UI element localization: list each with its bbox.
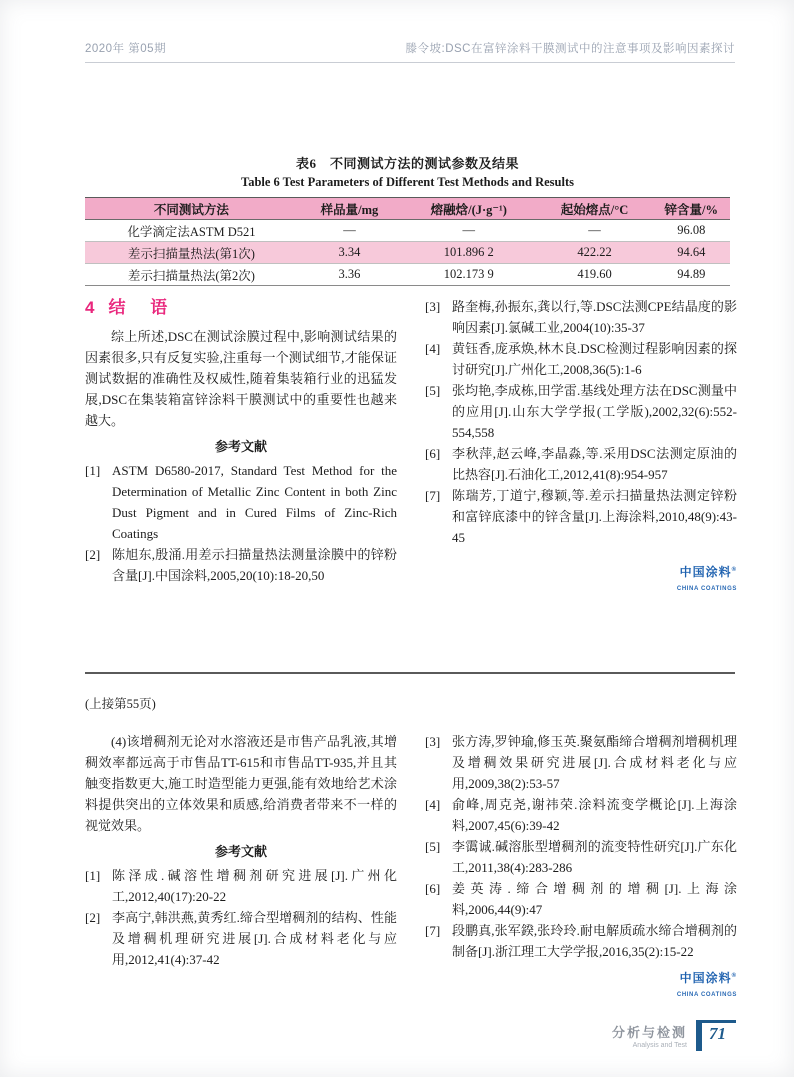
- cell: 101.896 2: [443, 245, 494, 259]
- table-row: [85, 242, 730, 264]
- reference-item: [425, 836, 737, 878]
- col-header: 锌含量/%: [664, 202, 719, 217]
- reference-text: 李霭诚.碱溶胀型增稠剂的流变特性研究[J].广东化工,2011,38(4):283-286: [452, 839, 737, 875]
- footer-section-label: [612, 1022, 687, 1049]
- reference-text: 黄钰香,庞承焕,林木良.DSC检测过程影响因素的探讨研究[J].广州化工,2008,36(5):1-6: [452, 341, 737, 377]
- logo-cn-text: 中国涂料®: [679, 971, 737, 985]
- logo-cn-text: 中国涂料®: [679, 565, 737, 579]
- reference-item: [425, 878, 737, 920]
- cell: 3.34: [338, 245, 361, 259]
- references-heading: 参考文献: [214, 844, 267, 859]
- reference-number: [3]: [425, 734, 441, 749]
- reference-item: [85, 544, 397, 586]
- cell: 94.89: [677, 267, 706, 281]
- col-header: 熔融焓/(J·g⁻¹): [430, 202, 507, 217]
- test-methods-table: [85, 197, 730, 286]
- cell: 102.173 9: [443, 267, 494, 281]
- continued-from-note: (上接第55页): [85, 697, 156, 711]
- reference-number: [2]: [85, 547, 101, 562]
- reference-number: [6]: [425, 881, 441, 896]
- reference-item: [425, 485, 737, 548]
- reference-number: [5]: [425, 383, 441, 398]
- footer-section-en: Analysis and Test: [632, 1042, 687, 1049]
- registered-mark: ®: [731, 973, 737, 979]
- issue-label: 2020年 第05期: [85, 43, 167, 55]
- article-divider: [85, 672, 735, 674]
- reference-number: [5]: [425, 839, 441, 854]
- reference-number: [6]: [425, 446, 441, 461]
- reference-number: [1]: [85, 463, 101, 478]
- page-footer: [612, 1020, 736, 1051]
- reference-item: [425, 296, 737, 338]
- reference-text: 李高宁,韩洪燕,黄秀红.缔合型增稠剂的结构、性能及增稠机理研究进展[J].合成材料老化与应用,2012,41(4):37-42: [112, 910, 397, 967]
- table-title-en: Table 6 Test Parameters of Different Test Methods and Results: [241, 175, 574, 189]
- reference-text: 段鹏真,张军鍨,张玲玲.耐电解质疏水缔合增稠剂的制备[J].浙江理工大学学报,2016,35(2):15-22: [452, 923, 737, 959]
- table-block: [85, 153, 730, 286]
- left-column: [85, 731, 397, 1006]
- right-column: [425, 296, 737, 600]
- reference-item: [85, 907, 397, 970]
- cell: —: [462, 223, 475, 237]
- cell: —: [588, 223, 601, 237]
- reference-item: [425, 920, 737, 962]
- col-header: 不同测试方法: [153, 202, 229, 217]
- running-title: 滕令坡:DSC在富锌涂料干膜测试中的注意事项及影响因素探讨: [405, 43, 735, 55]
- china-coatings-logo: [425, 564, 737, 600]
- section-heading: [85, 296, 397, 320]
- china-coatings-logo: [425, 970, 737, 1006]
- reference-item: [425, 731, 737, 794]
- reference-text: 陈瑞芳,丁道宁,穆颖,等.差示扫描量热法测定锌粉和富锌底漆中的锌含量[J].上海涂料,2010,48(9):43-45: [452, 488, 737, 545]
- left-column: [85, 296, 397, 600]
- table-row: [85, 264, 730, 286]
- reference-text: ASTM D6580-2017, Standard Test Method for the Determination of Metallic Zinc Content in both Zinc Dust Pigment and in Cured Films of Zinc-Rich Coatings: [112, 463, 397, 541]
- cell: 化学滴定法ASTM D521: [127, 224, 256, 239]
- references-heading: 参考文献: [214, 439, 267, 454]
- cell: —: [343, 223, 356, 237]
- reference-number: [1]: [85, 868, 101, 883]
- logo-en-text: CHINA COATINGS: [676, 992, 737, 998]
- reference-item: [425, 338, 737, 380]
- table-row: [85, 220, 730, 242]
- cell: 94.64: [677, 245, 706, 259]
- reference-text: 陈旭东,殷涌.用差示扫描量热法测量涂膜中的锌粉含量[J].中国涂料,2005,20(10):18-20,50: [112, 547, 397, 583]
- cell: 419.60: [577, 267, 612, 281]
- reference-text: 李秋萍,赵云峰,李晶淼,等.采用DSC法测定原油的比热容[J].石油化工,2012,41(8):954-957: [452, 446, 737, 482]
- page-number: 71: [696, 1020, 736, 1051]
- table-header-row: [85, 198, 730, 220]
- reference-item: [425, 794, 737, 836]
- table-title-cn: 表6 不同测试方法的测试参数及结果: [295, 156, 519, 171]
- reference-text: 姜英涛.缔合增稠剂的增稠[J].上海涂料,2006,44(9):47: [452, 881, 737, 917]
- cell: 差示扫描量热法(第2次): [127, 268, 255, 283]
- cell: 422.22: [577, 245, 612, 259]
- cell: 96.08: [677, 223, 706, 237]
- cell: 差示扫描量热法(第1次): [127, 246, 255, 261]
- reference-number: [4]: [425, 797, 441, 812]
- reference-item: [425, 443, 737, 485]
- col-header: 起始熔点/°C: [560, 202, 629, 217]
- reference-number: [2]: [85, 910, 101, 925]
- continued-paragraph: (4)该增稠剂无论对水溶液还是市售产品乳液,其增稠效率都远高于市售品TT-615和市售品TT-935,并且其触变指数更大,施工时造型能力更强,能有效地给艺术涂料提供突出的立体效果和质感,给消费者带来不一样的视觉效果。: [85, 734, 397, 833]
- col-header: 样品量/mg: [320, 202, 379, 217]
- article-section: [85, 296, 737, 600]
- registered-mark: ®: [731, 567, 737, 573]
- page-header: [85, 40, 735, 63]
- conclusion-paragraph: 综上所述,DSC在测试涂膜过程中,影响测试结果的因素很多,只有反复实验,注重每一个测试细节,才能保证测试数据的准确性及权威性,随着集装箱行业的迅猛发展,DSC在集装箱富锌涂料干膜测试中的重要性也越来越大。: [85, 329, 397, 428]
- reference-text: 路奎梅,孙振东,龚以行,等.DSC法测CPE结晶度的影响因素[J].氯碱工业,2004(10):35-37: [452, 299, 737, 335]
- right-column: [425, 731, 737, 1006]
- reference-text: 俞峰,周克尧,谢祎荣.涂料流变学概论[J].上海涂料,2007,45(6):39-42: [452, 797, 737, 833]
- reference-number: [4]: [425, 341, 441, 356]
- reference-item: [85, 865, 397, 907]
- cell: 3.36: [338, 267, 361, 281]
- reference-number: [7]: [425, 488, 441, 503]
- reference-item: [425, 380, 737, 443]
- continued-article-section: [85, 731, 737, 1006]
- reference-number: [7]: [425, 923, 441, 938]
- reference-text: 陈泽成.碱溶性增稠剂研究进展[J].广州化工,2012,40(17):20-22: [112, 868, 397, 904]
- footer-section-cn: 分析与检测: [611, 1025, 687, 1040]
- section-number: 4: [85, 298, 95, 317]
- reference-text: 张方涛,罗钟瑜,修玉英.聚氨酯缔合增稠剂增稠机理及增稠效果研究进展[J].合成材料老化与应用,2009,38(2):53-57: [452, 734, 737, 791]
- section-title: 结 语: [108, 298, 178, 317]
- reference-item: [85, 460, 397, 544]
- logo-en-text: CHINA COATINGS: [676, 586, 737, 592]
- reference-text: 张均艳,李成栋,田学雷.基线处理方法在DSC测量中的应用[J].山东大学学报(工学版),2002,32(6):552-554,558: [452, 383, 737, 440]
- reference-number: [3]: [425, 299, 441, 314]
